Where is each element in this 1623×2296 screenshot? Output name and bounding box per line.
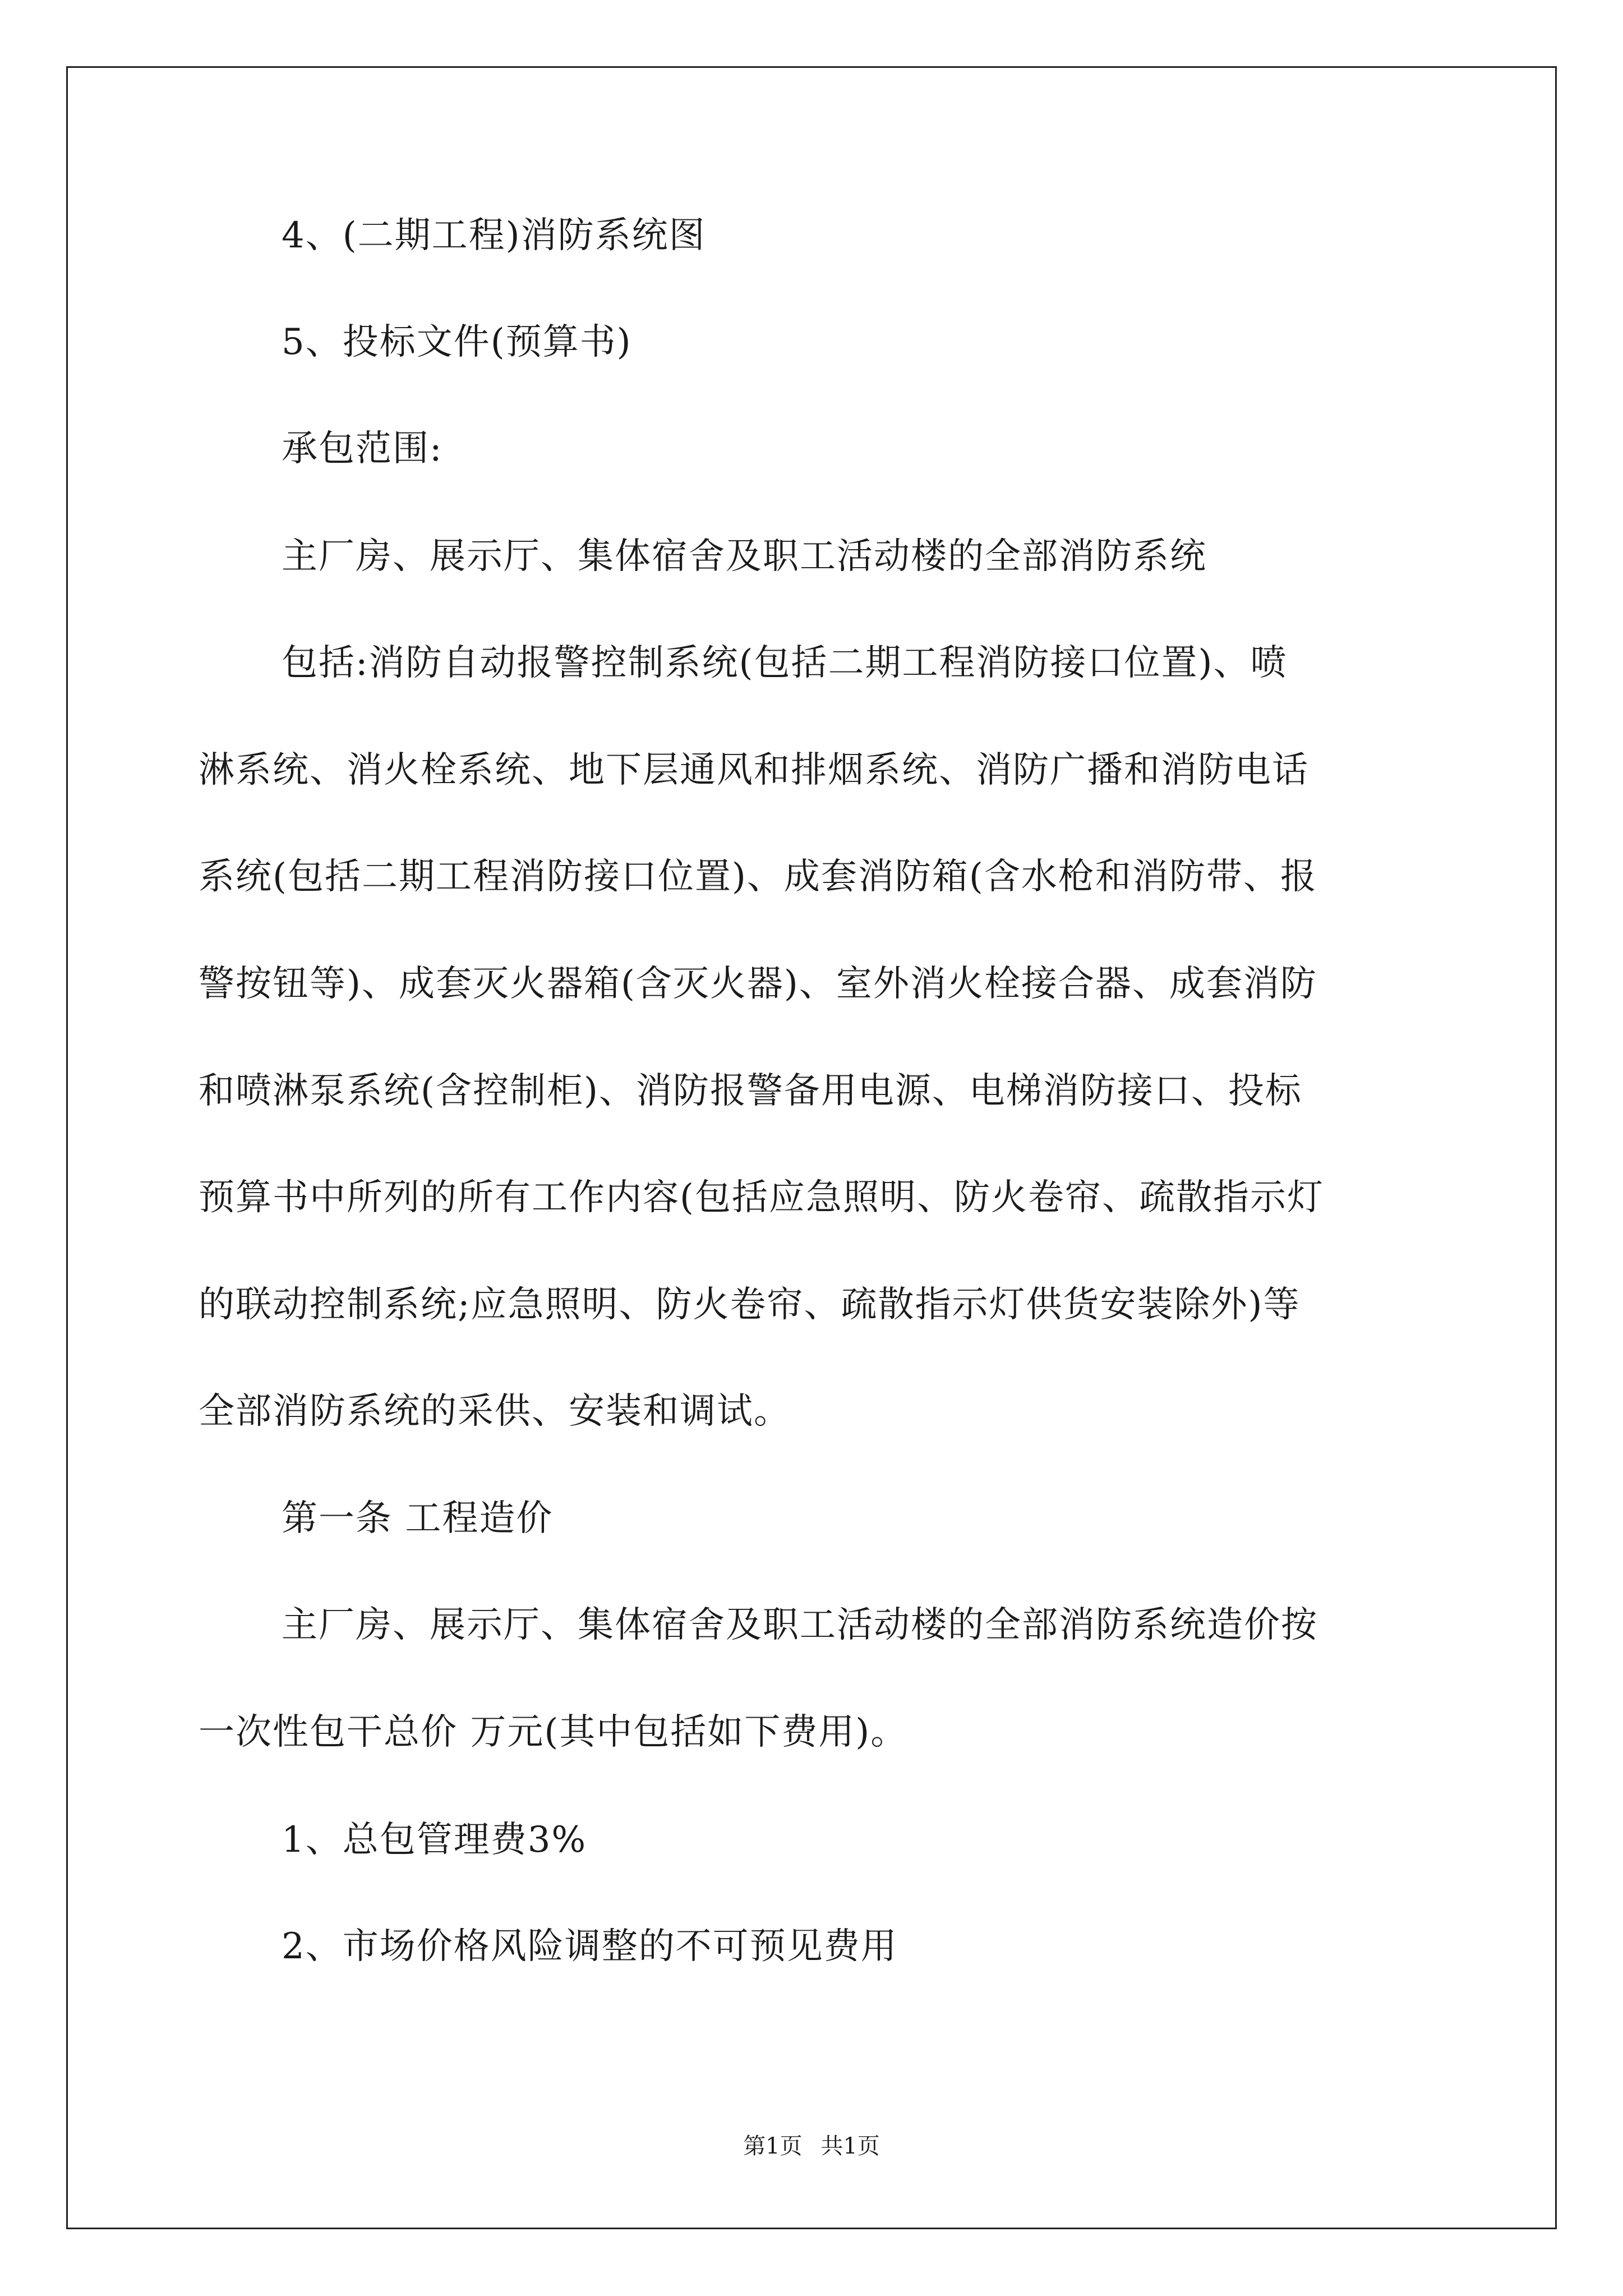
cost-paragraph-line-1: 主厂房、展示厅、集体宿舍及职工活动楼的全部消防系统造价按 (282, 1604, 1318, 1646)
fee-item-1: 1、总包管理费3% (282, 1819, 587, 1861)
includes-paragraph-line-7: 的联动控制系统;应急照明、防火卷帘、疏散指示灯供货安装除外)等 (199, 1284, 1301, 1326)
total-page-count: 共1页 (820, 2133, 880, 2159)
cost-paragraph-line-2: 一次性包干总价 万元(其中包括如下费用)。 (199, 1711, 908, 1753)
includes-paragraph-line-6: 预算书中所列的所有工作内容(包括应急照明、防火卷帘、疏散指示灯 (199, 1177, 1324, 1218)
article-one-heading: 第一条 工程造价 (282, 1498, 554, 1539)
page-border (66, 66, 1557, 2229)
includes-paragraph-line-3: 系统(包括二期工程消防接口位置)、成套消防箱(含水枪和消防带、报 (199, 856, 1317, 898)
includes-paragraph-line-4: 警按钮等)、成套灭火器箱(含灭火器)、室外消火栓接合器、成套消防 (199, 963, 1317, 1005)
page-footer (0, 2129, 1623, 2163)
current-page-number: 第1页 (743, 2133, 803, 2159)
includes-paragraph-line-8: 全部消防系统的采供、安装和调试。 (199, 1391, 791, 1432)
includes-paragraph-line-1: 包括:消防自动报警控制系统(包括二期工程消防接口位置)、喷 (282, 642, 1288, 684)
section-heading-scope: 承包范围: (282, 428, 443, 470)
list-item-4: 4、(二期工程)消防系统图 (282, 215, 706, 256)
scope-paragraph: 主厂房、展示厅、集体宿舍及职工活动楼的全部消防系统 (282, 536, 1207, 577)
includes-paragraph-line-2: 淋系统、消火栓系统、地下层通风和排烟系统、消防广播和消防电话 (199, 749, 1309, 791)
includes-paragraph-line-5: 和喷淋泵系统(含控制柜)、消防报警备用电源、电梯消防接口、投标 (199, 1070, 1302, 1112)
list-item-5: 5、投标文件(预算书) (282, 321, 632, 363)
fee-item-2: 2、市场价格风险调整的不可预见费用 (282, 1926, 898, 1967)
